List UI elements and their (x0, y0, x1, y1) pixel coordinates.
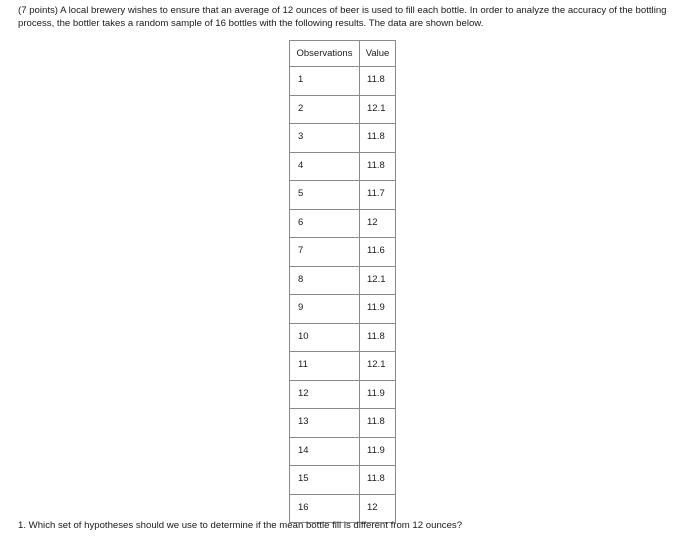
value-cell: 11.8 (360, 409, 396, 438)
observation-number-cell: 8 (290, 266, 360, 295)
table-row (290, 124, 396, 153)
value-cell: 12 (360, 209, 396, 238)
observation-number-cell: 6 (290, 209, 360, 238)
value-cell: 11.6 (360, 238, 396, 267)
value-cell: 11.8 (360, 323, 396, 352)
table-row (290, 152, 396, 181)
observations-header: Observations (290, 41, 360, 67)
value-cell: 11.8 (360, 67, 396, 96)
table-row (290, 352, 396, 381)
value-cell: 11.9 (360, 437, 396, 466)
table-row (290, 295, 396, 324)
observation-number-cell: 9 (290, 295, 360, 324)
observation-number-cell: 5 (290, 181, 360, 210)
table-row (290, 380, 396, 409)
table-row (290, 67, 396, 96)
value-cell: 12.1 (360, 266, 396, 295)
observation-number-cell: 3 (290, 124, 360, 153)
table-row (290, 181, 396, 210)
observation-number-cell: 16 (290, 494, 360, 523)
value-cell: 11.8 (360, 152, 396, 181)
observation-number-cell: 4 (290, 152, 360, 181)
value-cell: 12.1 (360, 352, 396, 381)
value-header: Value (360, 41, 396, 67)
value-cell: 12.1 (360, 95, 396, 124)
observation-number-cell: 10 (290, 323, 360, 352)
table-row (290, 209, 396, 238)
value-cell: 11.8 (360, 466, 396, 495)
observation-number-cell: 11 (290, 352, 360, 381)
table-row (290, 409, 396, 438)
table-row (290, 238, 396, 267)
observation-number-cell: 1 (290, 67, 360, 96)
value-cell: 12 (360, 494, 396, 523)
table-body (290, 67, 396, 523)
table-row (290, 466, 396, 495)
value-cell: 11.8 (360, 124, 396, 153)
value-cell: 11.9 (360, 295, 396, 324)
table-row (290, 95, 396, 124)
problem-statement: (7 points) A local brewery wishes to ensure that an average of 12 ounces of beer is used to fill each bottle. In order to analyze the accuracy of the bottling process, the bottler takes a random sample of 16 bottles with the following results. The data are shown below. (18, 5, 667, 29)
observation-number-cell: 7 (290, 238, 360, 267)
table-row (290, 323, 396, 352)
observation-number-cell: 15 (290, 466, 360, 495)
data-table-container (289, 40, 396, 523)
observation-number-cell: 13 (290, 409, 360, 438)
table-header-row (290, 41, 396, 67)
observation-number-cell: 2 (290, 95, 360, 124)
observations-table (289, 40, 396, 523)
value-cell: 11.9 (360, 380, 396, 409)
table-row (290, 437, 396, 466)
table-row (290, 266, 396, 295)
observation-number-cell: 14 (290, 437, 360, 466)
question-1: 1. Which set of hypotheses should we use to determine if the mean bottle fill is different from 12 ounces? (18, 520, 463, 531)
value-cell: 11.7 (360, 181, 396, 210)
observation-number-cell: 12 (290, 380, 360, 409)
